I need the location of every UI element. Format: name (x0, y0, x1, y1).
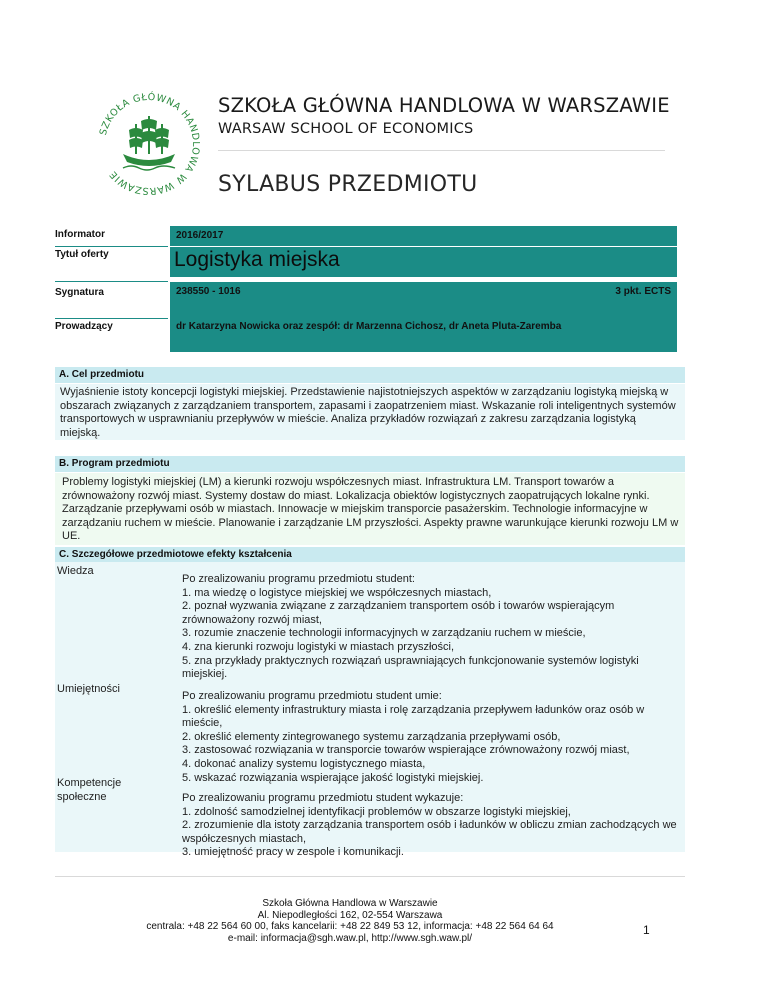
outcome-line: 2. zrozumienie dla istoty zarządzania transportem osób i ładunków w obliczu zmian zachodzących we współczesnych miastach, (182, 819, 677, 845)
section-a-title: A. Cel przedmiotu (59, 369, 145, 380)
header-divider (218, 150, 665, 151)
document-title: SYLABUS PRZEDMIOTU (218, 172, 478, 197)
outcome-line: 4. dokonać analizy systemu logistycznego miasta, (182, 757, 426, 770)
outcome-line: 1. określić elementy infrastruktury miasta i rolę zarządzania przepływem ładunków oraz osób w mieście, (182, 703, 645, 730)
footer-line: e-mail: informacja@sgh.waw.pl, http://www.sgh.waw.pl/ (227, 932, 473, 944)
outcome-line: Po zrealizowaniu programu przedmiotu student umie: (182, 690, 442, 702)
lecturers-label: Prowadzący (55, 321, 113, 332)
lecturers-value: dr Katarzyna Nowicka oraz zespół: dr Marzenna Cichosz, dr Aneta Pluta-Zaremba (176, 321, 562, 332)
footer-line: Szkoła Główna Handlowa w Warszawie (262, 898, 438, 909)
footer-line: Al. Niepodległości 162, 02-554 Warszawa (257, 909, 443, 921)
section-c-header (55, 547, 685, 563)
outcome-line: 3. umiejętność pracy w zespole i komunikacji. (182, 846, 404, 859)
offer-title-row (170, 247, 677, 277)
outcome-line: 1. zdolność samodzielnej identyfikacji problemów w obszarze logistyki miejskiej, (182, 805, 571, 818)
outcome-line: 3. rozumie znaczenie technologii informacyjnych w zarządzaniu ruchem w mieście, (182, 627, 586, 640)
skills-label: Umiejętności (57, 683, 120, 695)
informator-label: Informator (55, 229, 105, 240)
footer-divider (55, 876, 685, 877)
outcome-line: 3. zastosować rozwiązania w transporcie towarów wspierające zrównoważony rozwój miast, (182, 744, 630, 757)
outcome-line: 4. zna kierunki rozwoju logistyki w miastach przyszłości, (182, 640, 455, 653)
section-a-text: Wyjaśnienie istoty koncepcji logistyki miejskiej. Przedstawienie najistotniejszych aspektów w zarządzaniu logistyką miejską w obszarach związanych z zarządzaniem transportem, zapasami i zaopatrzeniem miast. Wskazanie roli inteligentnych systemów transportowych w usprawnianiu przepływów w mieście. Analiza przykładów rozwiązań z zakresu zarządzania logistyką miejską. (60, 386, 676, 439)
section-b-text: Problemy logistyki miejskiej (LM) a kierunki rozwoju współczesnych miast. Infrastruktura LM. Transport towarów a zrównoważony rozwój miast. Systemy dostaw do miast. Lokalizacja obiektów logistycznych zaopatrujących lokalne rynki. Zarządzanie przepływami osób w miastach. Innowacje w miejskim transporcie pasażerskim. Technologie informacyjne w zarządzaniu ruchem w mieście. Planowanie i zarządzanie LM przyszłości. Aspekty prawne warunkujące kierunki rozwoju LM w UE. (62, 476, 679, 543)
signature-value: 238550 - 1016 (176, 286, 241, 297)
row-divider (55, 246, 168, 247)
outcome-line: 5. zna przykłady praktycznych rozwiązań usprawniających funkcjonowanie systemów logistyki miejskiej. (182, 654, 639, 681)
row-divider (55, 281, 168, 282)
knowledge-label: Wiedza (57, 565, 94, 577)
section-b-header (55, 456, 685, 472)
footer (80, 898, 620, 944)
section-b-body (55, 473, 685, 545)
informator-row (170, 226, 677, 246)
outcome-line: 5. wskazać rozwiązania wspierające jakość logistyki miejskiej. (182, 771, 484, 784)
offer-title: Logistyka miejska (174, 248, 340, 271)
section-a-body (55, 384, 685, 440)
signature-label: Sygnatura (55, 287, 104, 298)
page-number: 1 (643, 923, 650, 937)
learning-outcomes (55, 562, 685, 859)
outcome-line: Po zrealizowaniu programu przedmiotu student: (182, 573, 415, 585)
outcome-line: Po zrealizowaniu programu przedmiotu student wykazuje: (182, 792, 464, 804)
school-name-pl: SZKOŁA GŁÓWNA HANDLOWA W WARSZAWIE (218, 94, 670, 117)
social-competences-outcomes (182, 792, 677, 860)
school-name-en: WARSAW SCHOOL OF ECONOMICS (218, 121, 474, 137)
knowledge-outcomes (182, 573, 677, 682)
lecturers-row (170, 318, 677, 352)
row-divider (55, 318, 168, 319)
outcome-line: 2. określić elementy zintegrowanego systemu zarządzania przepływami osób, (182, 730, 561, 743)
outcome-line: 1. ma wiedzę o logistyce miejskiej we współczesnych miastach, (182, 586, 492, 599)
informator-value: 2016/2017 (176, 230, 224, 241)
section-b-title: B. Program przedmiotu (59, 458, 170, 469)
skills-outcomes (182, 690, 677, 785)
logo-ring-text: SZKOŁA GŁÓWNA HANDLOWA W WARSZAWIE (97, 91, 202, 197)
outcome-line: 2. poznał wyzwania związane z zarządzaniem transportem osób i towarów wspierającym zrównoważony rozwój miast, (182, 600, 615, 626)
offer-title-label: Tytuł oferty (55, 249, 109, 260)
footer-line: centrala: +48 22 564 60 00, faks kancelarii: +48 22 849 53 12, informacja: +48 22 564 64 64 (146, 921, 554, 932)
social-competences-label: Kompetencje społeczne (57, 777, 122, 803)
signature-row (170, 282, 677, 318)
ects-value: 3 pkt. ECTS (615, 286, 671, 297)
section-a-header (55, 367, 685, 383)
section-c-title: C. Szczegółowe przedmiotowe efekty kształcenia (59, 549, 292, 560)
school-logo (93, 88, 205, 200)
